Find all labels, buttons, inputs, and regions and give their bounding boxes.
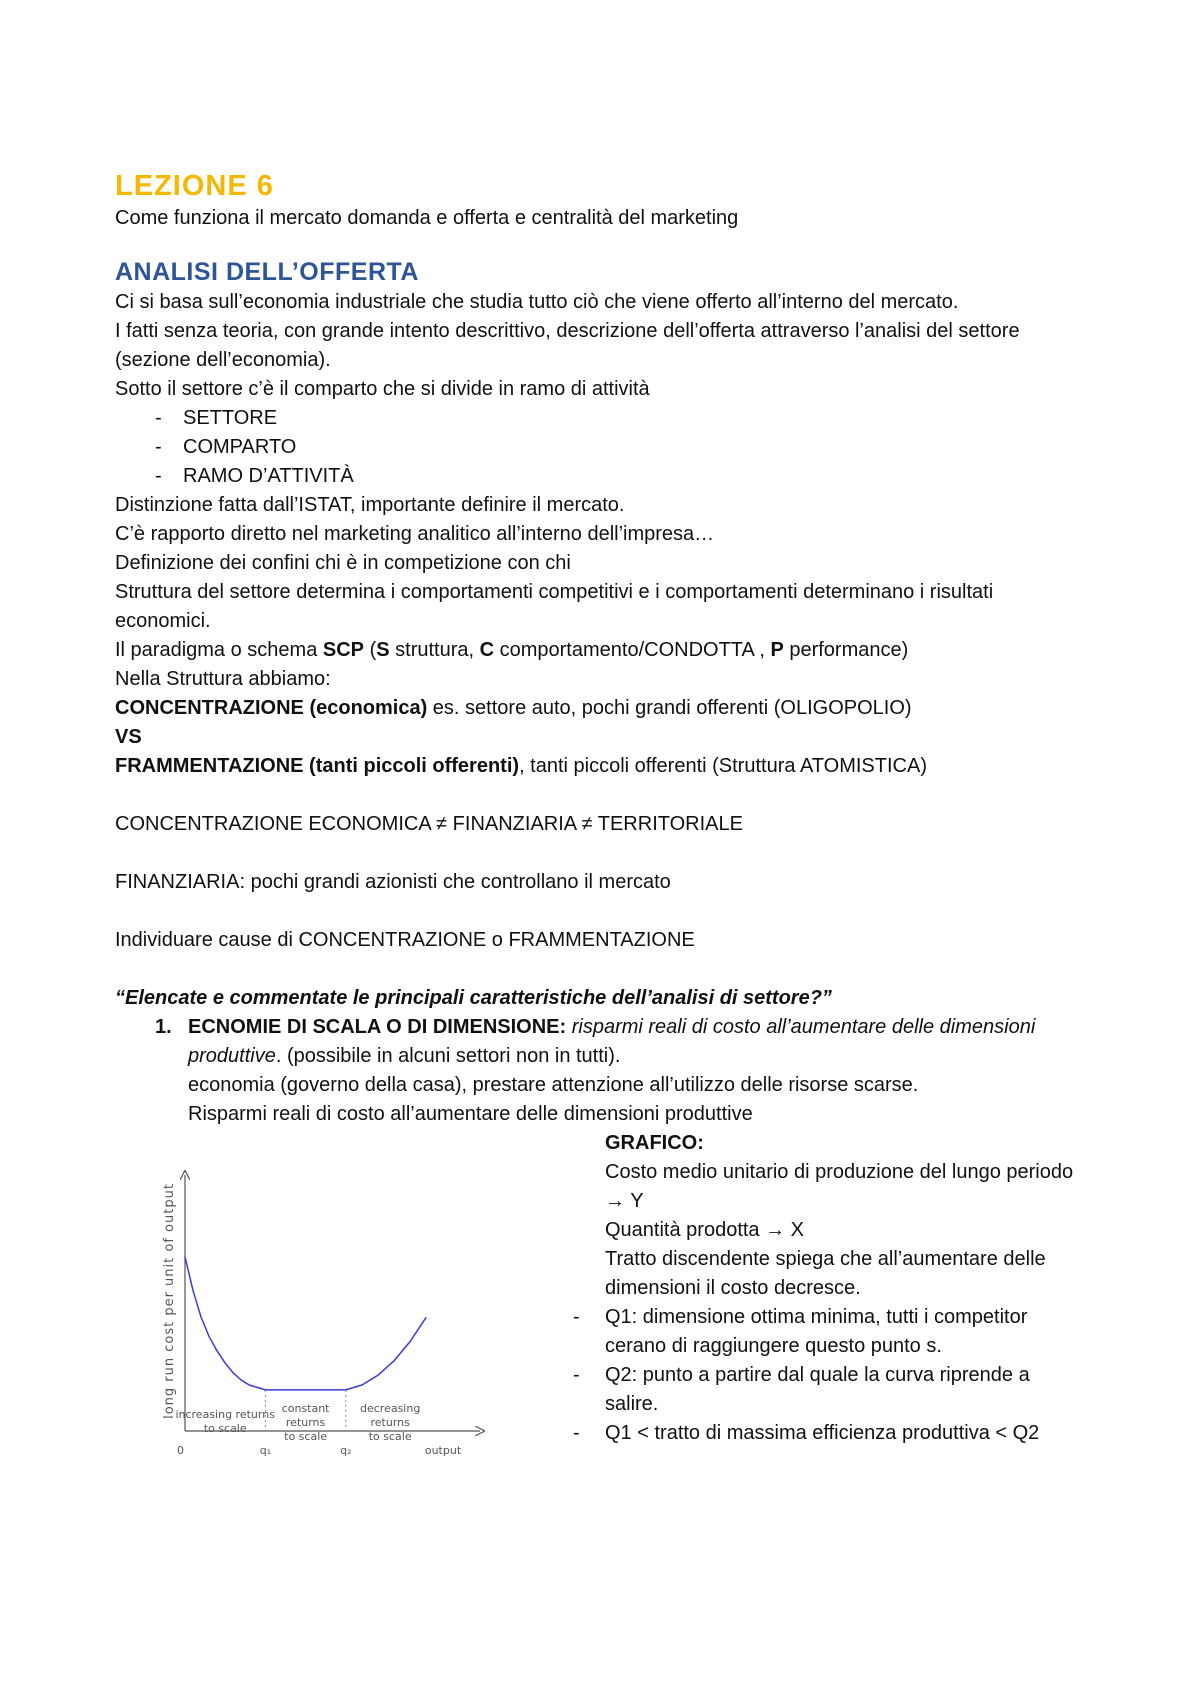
list-item: - COMPARTO xyxy=(155,433,1075,462)
paragraph: I fatti senza teoria, con grande intento descrittivo, descrizione dell’offerta attraverso l’analisi del settore (sezione dell’economia). xyxy=(115,320,1020,371)
text-run: performance) xyxy=(783,639,909,661)
page-subtitle: Come funziona il mercato domanda e offerta e centralità del marketing xyxy=(115,207,739,229)
text-run: comportamento/CONDOTTA , xyxy=(494,639,771,661)
text-run: FRAMMENTAZIONE (tanti piccoli offerenti) xyxy=(115,755,520,777)
document-page xyxy=(115,168,1075,1489)
paragraph: Struttura del settore determina i comportamenti competitivi e i comportamenti determinano i risultati economici. xyxy=(115,581,994,632)
text-run: P xyxy=(770,639,784,661)
paragraph: Definizione dei confini chi è in competizione con chi xyxy=(115,552,571,574)
graph-notes xyxy=(605,1129,1075,1448)
sector-list xyxy=(115,404,1075,491)
region-label: constant returns to scale xyxy=(281,1401,330,1443)
text-run: . (possibile in alcuni settori non in tutti). xyxy=(275,1045,621,1067)
note-line: Costo medio unitario di produzione del lungo periodo → Y xyxy=(605,1161,1074,1212)
region-label: decreasing returns to scale xyxy=(359,1401,421,1443)
text-run: struttura, xyxy=(389,639,480,661)
list-item: - SETTORE xyxy=(155,404,1075,433)
region-label: increasing returns to scale xyxy=(175,1407,275,1435)
notes-heading xyxy=(605,1129,1075,1158)
list-item: - Q2: punto a partire dal quale la curva riprende a salire. xyxy=(605,1361,1075,1419)
paragraph: Ci si basa sull’economia industriale che studia tutto ciò che viene offerto all’interno del mercato. xyxy=(115,291,959,313)
paragraph: Distinzione fatta dall’ISTAT, importante definire il mercato. xyxy=(115,494,625,516)
page-title: LEZIONE 6 xyxy=(115,170,274,202)
paragraph: CONCENTRAZIONE ECONOMICA ≠ FINANZIARIA ≠ TERRITORIALE xyxy=(115,813,743,835)
text-run: ECNOMIE DI SCALA O DI DIMENSIONE: xyxy=(188,1016,567,1038)
cost-curve-chart xyxy=(155,1169,485,1464)
text-run: CONCENTRAZIONE (economica) xyxy=(115,697,428,719)
note-line: Quantità prodotta → X xyxy=(605,1219,805,1241)
y-axis-label: long run cost per unit of output xyxy=(162,1183,177,1419)
paragraph: FINANZIARIA: pochi grandi azionisti che controllano il mercato xyxy=(115,871,671,893)
text-run: C xyxy=(479,639,495,661)
text-run: ( xyxy=(364,639,377,661)
numbered-list xyxy=(115,1013,1075,1129)
text-run: economia (governo della casa), prestare attenzione all’utilizzo delle risorse scarse. xyxy=(188,1074,919,1096)
list-item: - Q1 < tratto di massima efficienza produttiva < Q2 xyxy=(605,1419,1075,1448)
text-run: S xyxy=(376,639,390,661)
paragraph: Nella Struttura abbiamo: xyxy=(115,668,331,690)
list-item: - RAMO D’ATTIVITÀ xyxy=(155,462,1075,491)
text-run: Il paradigma o schema xyxy=(115,639,323,661)
vs-line xyxy=(115,723,1075,752)
graph-section xyxy=(115,1129,1075,1489)
note-line: Tratto discendente spiega che all’aumentare delle dimensioni il costo decresce. xyxy=(605,1248,1046,1299)
text-run: Risparmi reali di costo all’aumentare delle dimensioni produttive xyxy=(188,1103,753,1125)
fragmentation-paragraph xyxy=(115,752,1075,781)
section-heading: ANALISI DELL’OFFERTA xyxy=(115,258,419,286)
text-run: risparmi reali di costo all’aumentare delle dimensioni produttive xyxy=(188,1016,1036,1067)
scp-paragraph xyxy=(115,636,1075,665)
paragraph: Sotto il settore c’è il comparto che si divide in ramo di attività xyxy=(115,378,650,400)
text-run: GRAFICO: xyxy=(605,1132,704,1154)
x-axis-label: output xyxy=(424,1444,462,1457)
cost-curve xyxy=(185,1257,426,1390)
list-number: 1. xyxy=(155,1016,172,1038)
origin-label: 0 xyxy=(177,1444,184,1457)
paragraph: C’è rapporto diretto nel marketing analitico all’interno dell’impresa… xyxy=(115,523,715,545)
concentration-paragraph xyxy=(115,694,1075,723)
x-tick-label: q₂ xyxy=(340,1444,352,1457)
question: “Elencate e commentate le principali caratteristiche dell’analisi di settore?” xyxy=(115,987,832,1009)
notes-list xyxy=(605,1303,1075,1448)
text-run: , tanti piccoli offerenti (Struttura ATOMISTICA) xyxy=(519,755,927,777)
region-labels xyxy=(175,1402,420,1443)
x-tick-label: q₁ xyxy=(259,1444,272,1457)
paragraph: Individuare cause di CONCENTRAZIONE o FRAMMENTAZIONE xyxy=(115,929,695,951)
text-run: es. settore auto, pochi grandi offerenti (OLIGOPOLIO) xyxy=(427,697,912,719)
text-run: SCP xyxy=(322,639,365,661)
list-item: - Q1: dimensione ottima minima, tutti i competitor cerano di raggiungere questo punto s. xyxy=(605,1303,1075,1361)
text-run: VS xyxy=(115,726,142,748)
list-item xyxy=(115,1013,1075,1129)
